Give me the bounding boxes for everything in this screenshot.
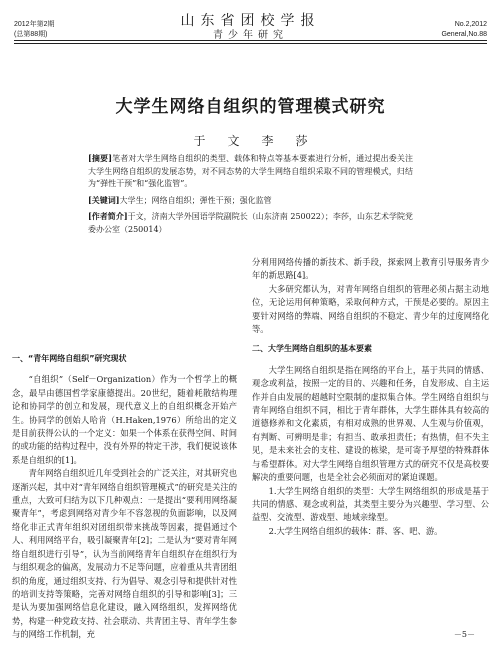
total-issue-number-en: General,No.88 xyxy=(441,31,487,38)
paragraph: 大学生网络自组织是指在网络的平台上，基于共同的情感、观念或利益，按照一定的目的、兴趣和任务，自发形成、自主运作并自由发展的超越时空限制的虚拟集合体。学生网络自组织与青年网络自组织不同，相比于青年群体，大学生群体具有较高的道德修养和文化素质，有相对成熟的世界观、人生观与价值观，有判断、可辨明是非；有担当、敢承担责任；有热情，但不失主见，是未来社会的支柱、建设的栋梁，是可寄予厚望的特殊群体与希望群体。对大学生网络自组织管理方式的研究不仅是高校要解决的重要问题，也是全社会必须面对的紧迫课题。 xyxy=(252,364,489,483)
abstract-text: 笔者对大学生网络自组织的类型、载体和特点等基本要素进行分析，通过提出委关注大学生网络自组织的发展态势，对不同态势的大学生网络自组织采取不同的管理模式，归结为“弹性干预”和“强化监管”。 xyxy=(88,154,413,188)
abstract-label: [摘要] xyxy=(88,153,112,163)
header-center xyxy=(150,12,351,42)
article-authors: 于文李莎 xyxy=(193,134,330,148)
left-column xyxy=(12,346,237,642)
page-number: －5－ xyxy=(453,630,475,639)
header-left xyxy=(14,20,54,40)
right-column xyxy=(252,256,489,538)
paragraph: 1.大学生网络自组织的类型：大学生网络组织的形成是基于共同的情感、观念或利益，其类型主要分为兴趣型、学习型、公益型、交流型、游戏型、地域亲缘型。 xyxy=(252,485,489,523)
header-rule-thin xyxy=(14,43,487,44)
header-right xyxy=(441,20,487,40)
header-rule xyxy=(14,40,487,41)
keywords-label: [关键词] xyxy=(88,194,120,205)
keywords-block xyxy=(88,194,413,208)
paragraph: 青年网络自组织近几年受到社会的广泛关注，对其研究也逐渐兴起，其中对“青年网络自组织管理模式”的研究是关注的重点，大致可归结为以下几种观点：一是提出“要利用网络凝聚青年”，考虑到网络对青少年不容忽视的负面影响，以及网络化非正式青年组织对团组织带来挑战等因素，提倡通过个人、利用网络平台，吸引凝聚青年[2]；二是认为“要对青年网络自组织进行引导”，认为当前网络青年自组织存在组织行为与组织观念的偏离，发展动力不足等问题，应着重从共青团组织的角度，通过组织支持、行为倡导、观念引导和提供针对性的培训支持等策略，完善对网络自组织的引导和影响[3]；三是认为要加强网络信息化建设，融入网络组织，发挥网络优势，构建一种党政支持、社会联动、共青团主导、青年学生参与的网络工作机制，充 xyxy=(12,468,237,640)
paragraph-continued: 分利用网络传播的新技术、新手段，探索网上教育引导服务青少年的新思路[4]。 xyxy=(252,257,489,281)
paragraph: “自组织”（Self－Organization）作为一个哲学上的概念，最早由德国哲学家康德提出。20世纪，随着耗散结构理论和协同学的创立和发展，现代意义上的自组织概念开始产生。协同学的创始人哈肯（H.Haken,1976）所给出的定义是目前获得公认的一个定义：如果一个体系在获得空间、时间的或功能的结构过程中，没有外界的特定干涉，我们便说该体系是自组织的[1]。 xyxy=(12,374,237,465)
paragraph: 大多研究都认为，对青年网络自组织的管理必须占据主动地位，无论运用何种策略，采取何种方式，干预是必要的。原因主要针对网络的弊端、网络自组织的不稳定、青少年的过度网络化等。 xyxy=(252,283,489,335)
author-info-text: 于文，济南大学外国语学院副院长（山东济南 250022）；李莎，山东艺术学院党委办公室（250014） xyxy=(88,212,413,234)
author-info-block xyxy=(88,210,413,236)
issue-number: 2012年第2期 xyxy=(14,21,55,28)
keywords-text: 大学生；网络自组织；弹性干预；强化监管 xyxy=(119,195,272,205)
section-heading-2: 二、大学生网络自组织的基本要素 xyxy=(252,344,372,354)
journal-name: 山东省团校学报 xyxy=(180,13,321,29)
abstract-block xyxy=(88,152,413,191)
journal-subtitle: 青少年研究 xyxy=(213,30,288,41)
author-info-label: [作者简介] xyxy=(88,211,128,221)
article-meta xyxy=(88,152,413,239)
section-heading-1: 一、“青年网络自组织”研究现状 xyxy=(12,354,127,363)
issue-number-en: No.2,2012 xyxy=(454,21,487,28)
paragraph: 2.大学生网络自组织的载体：群、客、吧、游。 xyxy=(268,525,443,536)
article-title: 大学生网络自组织的管理模式研究 xyxy=(115,97,386,117)
total-issue-number: (总第88期) xyxy=(14,31,48,38)
